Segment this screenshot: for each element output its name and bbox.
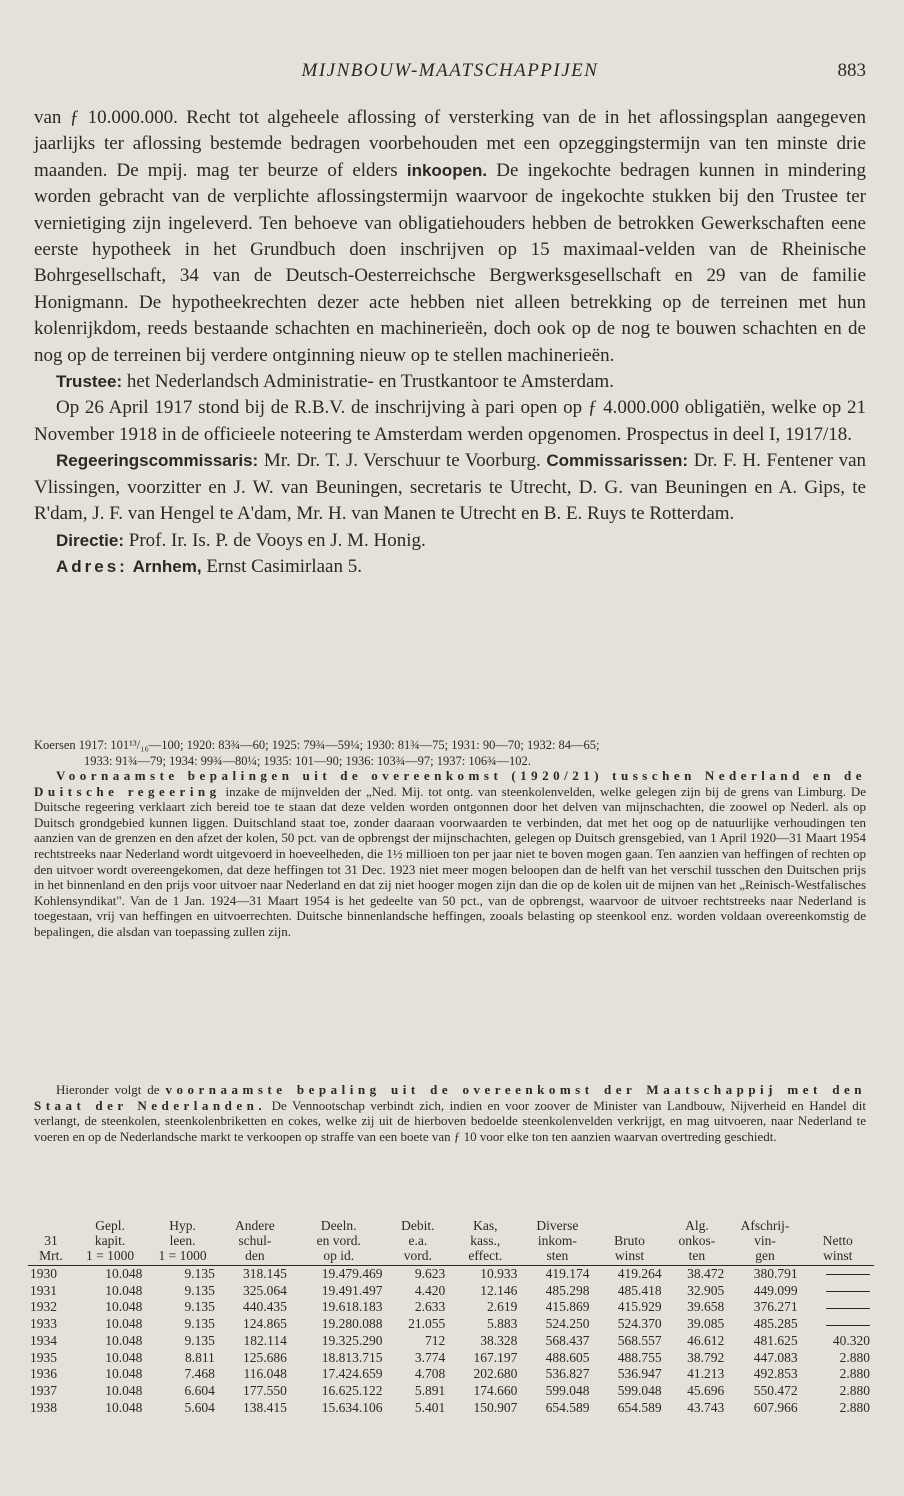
- table-cell: 38.328: [480, 1332, 518, 1348]
- table-cell: 177.550: [243, 1382, 287, 1398]
- table-cell: 2.633: [414, 1299, 446, 1315]
- table-row: [28, 1299, 874, 1316]
- column-header-line: effect.: [468, 1248, 503, 1263]
- table-cell: 9.135: [184, 1316, 215, 1332]
- year-cell: 1932: [30, 1299, 57, 1315]
- paragraph-commissarissen: [34, 448, 866, 527]
- column-header-line: winst: [614, 1248, 645, 1263]
- column-header-line: Afschrij-: [740, 1218, 790, 1233]
- table-cell: 150.907: [473, 1399, 518, 1415]
- column-header-line: kass.,: [470, 1233, 501, 1248]
- column-header-line: 31: [44, 1233, 58, 1248]
- paragraph-directie: [34, 528, 866, 554]
- table-cell: 8.811: [184, 1349, 215, 1365]
- table-cell: 10.048: [105, 1299, 143, 1315]
- column-header-line: Kas,: [473, 1218, 498, 1233]
- table-cell: 488.755: [617, 1349, 662, 1365]
- column-header-line: Diverse: [536, 1218, 579, 1233]
- table-cell: 654.589: [617, 1399, 662, 1415]
- year-cell: 1937: [30, 1382, 57, 1398]
- hieronder-lead: Hieronder volgt de: [56, 1082, 160, 1097]
- column-header-line: inkom-: [537, 1233, 577, 1248]
- voornaamste-paragraph: [34, 768, 866, 940]
- table-cell: 568.557: [617, 1332, 662, 1348]
- table-row: [28, 1350, 874, 1367]
- column-header: [291, 1218, 387, 1266]
- table-cell: 9.135: [184, 1266, 215, 1281]
- table-cell: 202.680: [473, 1366, 518, 1382]
- column-header: [521, 1218, 593, 1266]
- table-cell: 4.708: [414, 1366, 446, 1382]
- table-row: [28, 1366, 874, 1383]
- paragraph-aflossing: [34, 105, 866, 369]
- header-title: MIJNBOUW-MAATSCHAPPIJEN: [301, 60, 599, 81]
- adres-text: Ernst Casimirlaan 5.: [206, 555, 362, 577]
- column-header-line: Netto: [822, 1233, 853, 1248]
- table-cell: 18.813.715: [321, 1349, 383, 1365]
- table-cell: 5.883: [486, 1316, 518, 1332]
- table-cell: 19.618.183: [321, 1299, 383, 1315]
- column-header: [802, 1218, 874, 1266]
- table-cell: 2.880: [839, 1382, 870, 1398]
- table-cell: 6.604: [184, 1382, 215, 1398]
- table-cell: 46.612: [687, 1332, 725, 1348]
- table-cell: 39.085: [687, 1316, 725, 1332]
- column-header-line: den: [245, 1248, 265, 1263]
- paragraph-trustee: [34, 369, 866, 395]
- column-header: [728, 1218, 801, 1266]
- table-cell: 43.743: [687, 1399, 725, 1415]
- column-header-line: op id.: [323, 1248, 355, 1263]
- paragraph-text: van ƒ 10.000.000. Recht tot algeheele aflossing of versterking van de in het aflossingsplan aangegeven jaarlijks ter aflossing bestemde bedragen voorbehouden met een opzeggingstermijn van ten minste drie maanden. De mpij. mag ter beurze of elders: [34, 107, 866, 181]
- table-cell: 9.135: [184, 1299, 215, 1315]
- table-cell: 481.625: [753, 1332, 798, 1348]
- table-cell: 124.865: [243, 1316, 287, 1332]
- hieronder-text: De Vennootschap verbindt zich, indien en voor zoover de Minister van Landbouw, Nijverheid en Handel dit verlangt, de steenkolen, steenkolenbriketten en cokes, welke zij uit de hierboven bedoelde steenkolenvelden verkrijgt, en mag uitvoeren, naar Nederland te voeren en op de Nederlandsche markt te verkoopen op straffe van een boete van ƒ 10 voor elke ton ten aanzien waarvan overtreding geschiedt.: [34, 1097, 866, 1144]
- trustee-label: Trustee:: [56, 372, 123, 392]
- column-header-line: Hyp.: [169, 1218, 196, 1233]
- column-header-line: Debit.: [401, 1218, 435, 1233]
- table-cell: [802, 1316, 874, 1333]
- commissarissen-text: Dr. F. H. Fentener van Vlissingen, voorzitter en J. W. van Beuningen, secretaris te Utrecht, D. G. van Beuningen en A. Gips, te R'dam, J. F. van Hengel te A'dam, Mr. H. van Manen te Utrecht en B. E. Ruys te Rotterdam.: [34, 450, 867, 525]
- table-cell: 39.658: [687, 1299, 725, 1315]
- column-header-line: Mrt.: [39, 1248, 63, 1263]
- table-cell: 524.370: [617, 1316, 662, 1332]
- trustee-text: het Nederlandsch Administratie- en Trustkantoor te Amsterdam.: [126, 371, 614, 393]
- table-cell: 524.250: [545, 1316, 590, 1332]
- paragraph-inschrijving: Op 26 April 1917 stond bij de R.B.V. de inschrijving à pari open op ƒ 4.000.000 obligatiën, welke op 21 November 1918 in de officieele noteering te Amsterdam werden opgenomen. Prospectus in deel I, 1917/18.: [34, 397, 866, 445]
- table-cell: 599.048: [545, 1382, 590, 1398]
- column-header-line: gen: [755, 1248, 775, 1263]
- regeeringscommissaris-label: Regeeringscommissaris:: [56, 451, 259, 471]
- table-cell: 167.197: [473, 1349, 518, 1365]
- table-row: [28, 1400, 874, 1417]
- column-header-line: 1 = 1000: [86, 1248, 135, 1263]
- column-header-line: e.a.: [408, 1233, 428, 1248]
- column-header-line: kapit.: [94, 1233, 126, 1248]
- year-cell: 1936: [30, 1366, 57, 1382]
- table-cell: 19.479.469: [321, 1266, 383, 1281]
- table-cell: [802, 1266, 874, 1283]
- column-header: [28, 1218, 74, 1266]
- table-row: [28, 1266, 874, 1283]
- table-cell: 10.933: [480, 1266, 518, 1281]
- main-text: [34, 105, 866, 580]
- column-header-line: winst: [823, 1248, 853, 1263]
- table-cell: 2.880: [839, 1366, 870, 1382]
- table-cell: 568.437: [545, 1332, 590, 1348]
- commissarissen-label: Commissarissen:: [546, 451, 689, 471]
- table-cell: 9.623: [414, 1266, 446, 1281]
- table-cell: 485.418: [617, 1282, 662, 1298]
- running-header: [34, 60, 866, 90]
- empty-dash: [826, 1291, 870, 1292]
- hieronder-bepaling: [34, 1082, 866, 1144]
- table-cell: 536.947: [617, 1366, 662, 1382]
- page-number: 883: [837, 60, 866, 81]
- year-cell: 1934: [30, 1332, 57, 1348]
- table-cell: 10.048: [105, 1349, 143, 1365]
- table-cell: 10.048: [105, 1382, 143, 1398]
- hieronder-heading: voornaamste bepaling uit de overeenkomst der Maatschappij met den Staat der Nederlanden.: [34, 1082, 866, 1113]
- table-row: [28, 1333, 874, 1350]
- year-cell: 1930: [30, 1266, 57, 1281]
- table-cell: 9.135: [184, 1282, 215, 1298]
- column-header-line: ten: [688, 1248, 706, 1263]
- year-cell: 1935: [30, 1349, 57, 1365]
- table-cell: 5.891: [414, 1382, 446, 1398]
- adres-label: Adres:: [56, 556, 128, 576]
- table-cell: 16.625.122: [321, 1382, 383, 1398]
- koersen-block: [34, 737, 866, 769]
- column-header: [449, 1218, 521, 1266]
- table-cell: 9.135: [184, 1332, 215, 1348]
- table-cell: 318.145: [243, 1266, 287, 1281]
- table-cell: 125.686: [243, 1349, 287, 1365]
- column-header-line: 1 = 1000: [158, 1248, 207, 1263]
- table-cell: 19.280.088: [321, 1316, 383, 1332]
- regeeringscommissaris-text: Mr. Dr. T. J. Verschuur te Voorburg.: [263, 450, 541, 472]
- column-header-line: Alg.: [685, 1218, 709, 1233]
- table-cell: 10.048: [105, 1316, 143, 1332]
- column-header: [146, 1218, 218, 1266]
- column-header: [387, 1218, 450, 1266]
- table-cell: 488.605: [545, 1349, 590, 1365]
- table-cell: 10.048: [105, 1266, 143, 1281]
- table-cell: [802, 1283, 874, 1300]
- column-header-line: schul-: [238, 1233, 272, 1248]
- table-cell: 325.064: [243, 1282, 287, 1298]
- table-cell: 2.880: [839, 1349, 870, 1365]
- column-header-line: Gepl.: [95, 1218, 125, 1233]
- table-cell: 654.589: [545, 1399, 590, 1415]
- column-header-line: Bruto: [614, 1233, 645, 1248]
- table-cell: 449.099: [753, 1282, 798, 1298]
- column-header: [593, 1218, 665, 1266]
- table-cell: 599.048: [617, 1382, 662, 1398]
- table-cell: 447.083: [753, 1349, 798, 1365]
- column-header: [74, 1218, 146, 1266]
- table-cell: 2.880: [839, 1399, 870, 1415]
- year-cell: 1931: [30, 1282, 57, 1298]
- table-cell: 492.853: [753, 1366, 798, 1382]
- voornaamste-bepalingen: [34, 768, 866, 940]
- table-cell: 485.285: [753, 1316, 798, 1332]
- table-cell: 41.213: [687, 1366, 725, 1382]
- table-row: [28, 1316, 874, 1333]
- voornaamste-heading: Voornaamste bepalingen uit de overeenkomst (1920/21) tusschen Nederland en de Duitsche regeering: [34, 768, 866, 799]
- table-cell: [802, 1299, 874, 1316]
- table-cell: 415.929: [617, 1299, 662, 1315]
- column-header-line: leen.: [169, 1233, 196, 1248]
- column-header-line: vin-: [754, 1233, 776, 1248]
- table-header-row: [28, 1218, 874, 1266]
- table-cell: 5.401: [414, 1399, 446, 1415]
- table-cell: 10.048: [105, 1282, 143, 1298]
- column-header-line: en vord.: [316, 1233, 361, 1248]
- table-cell: 17.424.659: [321, 1366, 383, 1382]
- table-cell: 45.696: [687, 1382, 725, 1398]
- paragraph-adres: [34, 554, 866, 580]
- bold-term: inkoopen.: [406, 160, 488, 180]
- empty-dash: [826, 1308, 870, 1309]
- table-cell: 419.264: [617, 1266, 662, 1281]
- table-row: [28, 1383, 874, 1400]
- table-cell: 4.420: [414, 1282, 446, 1298]
- empty-dash: [826, 1274, 870, 1275]
- directie-text: Prof. Ir. Is. P. de Vooys en J. M. Honig.: [128, 529, 426, 551]
- table-cell: 116.048: [243, 1366, 287, 1382]
- table-cell: 5.604: [184, 1399, 215, 1415]
- directie-label: Directie:: [56, 530, 125, 550]
- table-cell: 712: [424, 1332, 446, 1348]
- year-cell: 1933: [30, 1316, 57, 1332]
- table-cell: 607.966: [753, 1399, 798, 1415]
- table-cell: 19.325.290: [321, 1332, 383, 1348]
- table-cell: 3.774: [414, 1349, 446, 1365]
- table-cell: 174.660: [473, 1382, 518, 1398]
- table-cell: 415.869: [545, 1299, 590, 1315]
- table-cell: 2.619: [486, 1299, 518, 1315]
- column-header-line: Andere: [235, 1218, 275, 1233]
- table-body: [28, 1266, 874, 1417]
- table-cell: 485.298: [545, 1282, 590, 1298]
- table-cell: 7.468: [184, 1366, 215, 1382]
- table-cell: 19.491.497: [321, 1282, 383, 1298]
- table-cell: 12.146: [480, 1282, 518, 1298]
- column-header: [666, 1218, 729, 1266]
- table-cell: 380.791: [753, 1266, 798, 1281]
- table-cell: 38.472: [687, 1266, 725, 1281]
- paragraph-text: De ingekochte bedragen kunnen in mindering worden gebracht van de verplichte aflossingstermijn waarvoor de ingekochte stukken bij den Trustee ter vernietiging zijn ingeleverd. Ten behoeve van obligatiehouders hebben de betrokken Gewerkschaften eene eerste hypotheek in het Grundbuch doen inschrijven op 15 maximaal-velden van de Rheinische Bohrgesellschaft, 34 van de Deutsch-Oesterreichsche Bergwerksgesellschaft en 29 van de familie Honigmann. De hypotheekrechten dezer acte hebben niet alleen betrekking op de terreinen met hun kolenrijkdom, reeds bestaande schachten en machinerieën, doch ook op de nog te bouwen schachten en de nog op de terreinen bij verdere ontginning nieuw op te stellen machinerieën.: [34, 159, 867, 366]
- table-cell: 182.114: [243, 1332, 287, 1348]
- table-cell: 440.435: [243, 1299, 287, 1315]
- hieronder-paragraph: [34, 1082, 866, 1144]
- column-header-line: sten: [546, 1248, 569, 1263]
- table-row: [28, 1283, 874, 1300]
- table-cell: 10.048: [105, 1332, 143, 1348]
- koersen-line-2: 1933: 91¾—79; 1934: 99¾—80¼; 1935: 101—90; 1936: 103¾—97; 1937: 106¾—102.: [84, 754, 531, 768]
- table-cell: 376.271: [753, 1299, 798, 1315]
- column-header-line: vord.: [403, 1248, 432, 1263]
- adres-city: Arnhem,: [132, 556, 202, 576]
- column-header-line: Deeln.: [320, 1218, 357, 1233]
- year-cell: 1938: [30, 1399, 57, 1415]
- voornaamste-text: inzake de mijnvelden der „Ned. Mij. tot ontg. van steenkolenvelden, welke gelegen zijn bij de grens van Limburg. De Duitsche regeering verklaart zich bereid toe te staan dat deze velden worden ontgonnen door het delven van mijnschachten, die zoowel op Nederl. als op Duitsch grondgebied kunnen liggen. Duitschland staat toe, zonder daaraan voorwaarden te verbinden, dat met het oog op de natuurlijke verhoudingen ten aanzien van de grenzen en den afzet der kolen, 50 pct. van de opbrengst der mijnschachten, gelegen op Duitsch grensgebied, van 1 April 1920—31 Maart 1954 rechtstreeks naar Nederland wordt uitgevoerd in hoeveelheden, die 1½ millioen ton per jaar niet te boven mogen gaan. Ten aanzien van heffingen of rechten op den uitvoer wordt overeengekomen, dat deze heffingen tot 31 Dec. 1923 niet meer mogen beloopen dan de helft van het verschil tusschen den Duitschen prijs in het binnenland en den prijs voor uitvoer naar Nederland en dat zij niet hooger mogen zijn dan die op de kolen uit de mijnen van het „Reinisch-Westfalisches Kohlensyndikat". Van de 1 Jan. 1924—31 Maart 1954 is het gedeelte van 50 pct., van de opbrengst, waarvoor de uitvoer rechtstreeks naar Nederland is toegestaan, vrij van heffingen en uitvoerrechten. Duitsche binnenlandsche heffingen, zooals belasting op steenkool enz. worden voldaan overeenkomstig de bepalingen, die alsdan van toepassing zullen zijn.: [34, 783, 866, 939]
- table-cell: 32.905: [687, 1282, 725, 1298]
- financial-table: [28, 1218, 874, 1416]
- table-cell: 21.055: [408, 1316, 446, 1332]
- table-cell: 40.320: [832, 1332, 870, 1348]
- table-cell: 38.792: [687, 1349, 725, 1365]
- table-cell: 419.174: [545, 1266, 590, 1281]
- column-header: [219, 1218, 291, 1266]
- table-cell: 15.634.106: [321, 1399, 383, 1415]
- empty-dash: [826, 1325, 870, 1326]
- table-cell: 10.048: [105, 1366, 143, 1382]
- koersen-line-1: Koersen 1917: 101¹³/₁₆—100; 1920: 83¾—60; 1925: 79¾—59¼; 1930: 81¾—75; 1931: 90—70; 1932: 84—65;: [34, 738, 600, 752]
- column-header-line: onkos-: [678, 1233, 716, 1248]
- table-cell: 550.472: [753, 1382, 798, 1398]
- table-cell: 138.415: [243, 1399, 287, 1415]
- table-cell: 536.827: [545, 1366, 590, 1382]
- table-cell: 10.048: [105, 1399, 143, 1415]
